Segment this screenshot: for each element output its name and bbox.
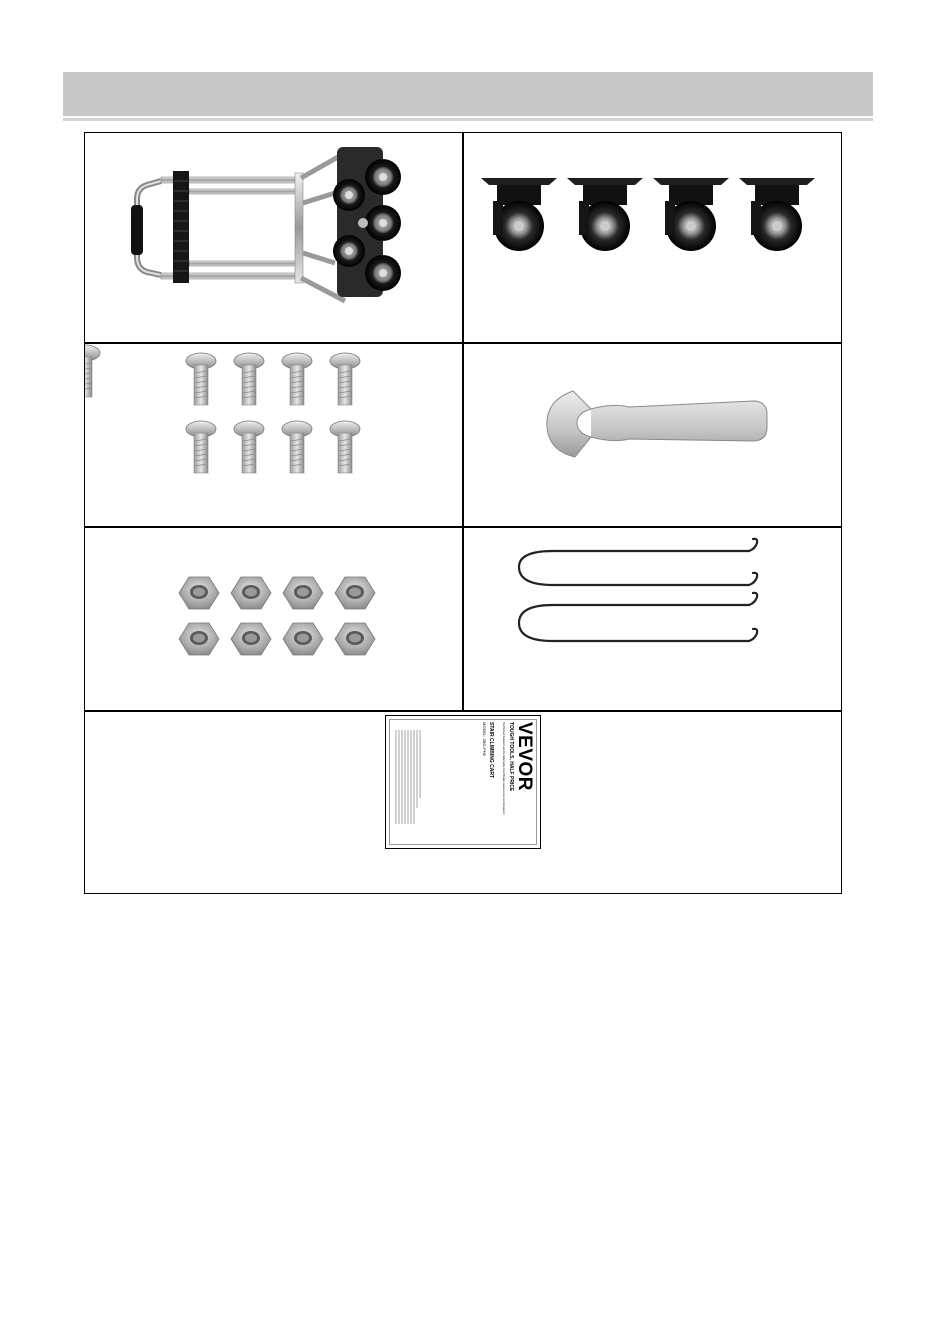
bolts-image [85, 343, 462, 526]
cell-casters [463, 133, 841, 342]
cell-cart [85, 133, 462, 342]
caster-4 [739, 178, 815, 251]
hex-nuts-image [85, 527, 462, 710]
manual-cover-text [484, 722, 534, 848]
brand-logo: VEVOR [514, 722, 535, 792]
caster-1 [481, 178, 557, 251]
caster-2 [567, 178, 643, 251]
model-number: MODEL: ZBG-PH6 [482, 722, 487, 756]
fine-print-block [394, 728, 434, 828]
package-contents-table [84, 132, 842, 894]
product-name: STAIR CLIMBING CART [488, 722, 494, 779]
stair-climbing-cart-image [85, 133, 462, 342]
cell-nuts [85, 527, 462, 710]
brand-tagline: TOUGH TOOLS, HALF PRICE [508, 722, 514, 792]
cell-wrench [463, 343, 841, 526]
cell-bolts [85, 343, 462, 526]
caster-wheels-image [463, 133, 841, 342]
caster-3 [653, 178, 729, 251]
wrench-image [463, 343, 841, 526]
cell-bungee-cords [463, 527, 841, 710]
section-header-bar [63, 72, 873, 116]
manual-subtitle: Technical Support and E-Warranty Certificate www.vevor.com/support [502, 722, 506, 815]
bungee-cords-image [463, 527, 841, 710]
section-header-rule [63, 118, 873, 121]
cell-manual [85, 711, 841, 893]
user-manual [385, 715, 541, 849]
